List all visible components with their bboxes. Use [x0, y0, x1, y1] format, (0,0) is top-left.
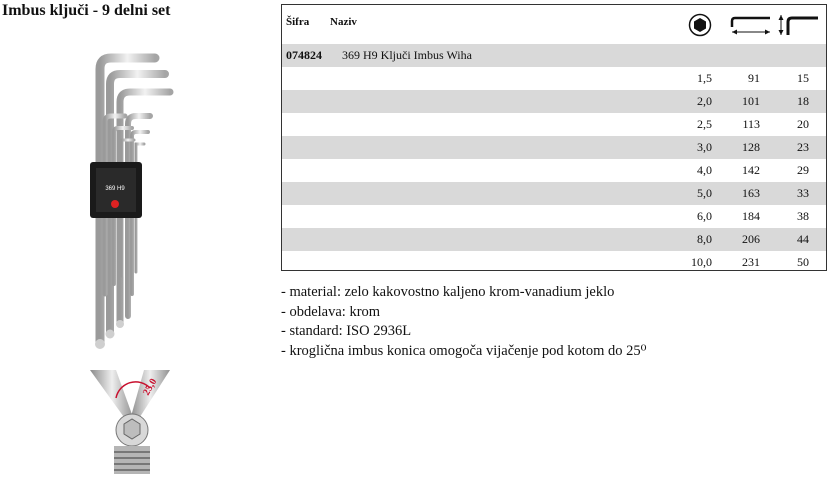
feature-list: [281, 283, 646, 361]
cell-size: 10,0: [691, 255, 712, 269]
header-name: Naziv: [330, 16, 357, 28]
table-row: [282, 228, 826, 251]
hex-size-icon: [688, 13, 712, 37]
product-sku: 074824: [286, 48, 322, 62]
cell-length: 113: [742, 117, 760, 131]
cell-size: 3,0: [697, 140, 712, 154]
note-standard: - standard: ISO 2936L: [281, 323, 412, 339]
cell-length: 206: [742, 232, 760, 246]
note-finish: - obdelava: krom: [281, 303, 381, 320]
table-header: [282, 5, 826, 44]
angle-label: 25,0: [141, 376, 160, 398]
cell-short: 15: [797, 71, 809, 85]
cell-length: 163: [742, 186, 760, 200]
cell-short: 44: [797, 232, 809, 246]
spec-table: [281, 4, 827, 271]
header-sku: Šifra: [286, 16, 310, 28]
table-row-product: [282, 44, 826, 67]
note-material: - material: zelo kakovostno kaljeno krom-vanadium jeklo: [281, 284, 615, 300]
cell-size: 2,0: [697, 94, 712, 108]
cell-short: 33: [797, 186, 809, 200]
table-row: [282, 205, 826, 228]
holder-label: 369 H9: [105, 186, 125, 192]
cell-length: 231: [742, 255, 760, 269]
table-row: [282, 136, 826, 159]
table-row: [282, 251, 826, 274]
table-row: [282, 113, 826, 136]
cell-size: 5,0: [697, 186, 712, 200]
page-title: Imbus ključi - 9 delni set: [2, 2, 171, 19]
short-arm-length-icon: [778, 13, 820, 37]
cell-length: 184: [742, 209, 760, 223]
cell-size: 6,0: [697, 209, 712, 223]
cell-short: 38: [797, 209, 809, 223]
cell-short: 50: [797, 255, 809, 269]
cell-length: 142: [742, 163, 760, 177]
cell-short: 29: [797, 163, 809, 177]
cell-length: 128: [742, 140, 760, 154]
table-row: [282, 159, 826, 182]
hex-key-set-image: [70, 44, 180, 356]
cell-size: 1,5: [697, 71, 712, 85]
table-row: [282, 90, 826, 113]
cell-size: 4,0: [697, 163, 712, 177]
cell-size: 8,0: [697, 232, 712, 246]
note-ball-end: - kroglična imbus konica omogoča vijačenje pod kotom do 25⁰: [281, 342, 647, 359]
cell-short: 23: [797, 140, 809, 154]
ball-end-angle-image: [80, 370, 180, 478]
cell-length: 101: [742, 94, 760, 108]
cell-length: 91: [748, 71, 760, 85]
cell-short: 18: [797, 94, 809, 108]
table-row: [282, 67, 826, 90]
table-row: [282, 182, 826, 205]
cell-size: 2,5: [697, 117, 712, 131]
cell-short: 20: [797, 117, 809, 131]
product-name: 369 H9 Ključi Imbus Wiha: [342, 48, 472, 62]
long-arm-length-icon: [730, 13, 772, 37]
